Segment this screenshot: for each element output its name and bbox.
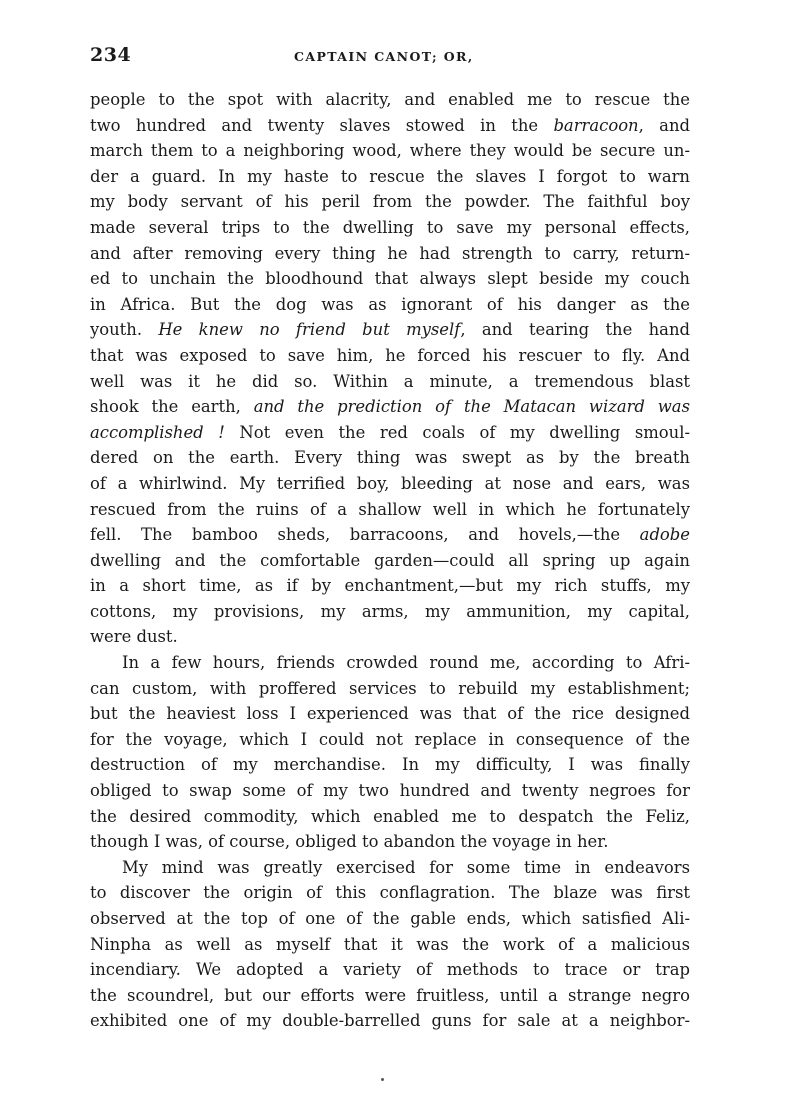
- page-header: [90, 44, 690, 74]
- text-line: [90, 880, 690, 906]
- text-run: of a whirlwind. My terrified boy, bleeding at nose and ears, was: [90, 473, 690, 493]
- text-run: der a guard. In my haste to rescue the slaves I forgot to warn: [90, 166, 690, 186]
- text-line: [90, 548, 690, 574]
- text-run: to discover the origin of this conflagration. The blaze was first: [90, 883, 690, 903]
- text-line: [90, 1008, 690, 1034]
- text-run: my body servant of his peril from the powder. The faithful boy: [90, 192, 690, 212]
- text-run: well was it he did so. Within a minute, a tremendous blast: [90, 371, 690, 391]
- text-line: [90, 727, 690, 753]
- text-run: made several trips to the dwelling to save my personal effects,: [90, 217, 690, 237]
- text-run: shook the earth,: [90, 397, 254, 417]
- text-line: [90, 522, 690, 548]
- text-run: rescued from the ruins of a shallow well in which he fortunately: [90, 499, 690, 519]
- text-run: dwelling and the comfortable garden—could all spring up again: [90, 550, 690, 570]
- text-line: [90, 87, 690, 113]
- text-run: ed to unchain the bloodhound that always slept beside my couch: [90, 269, 690, 289]
- text-run: in a short time, as if by enchantment,—but my rich stuffs, my: [90, 576, 690, 596]
- text-run: , and tearing the hand: [460, 320, 690, 340]
- text-line: [90, 394, 690, 420]
- text-run: and after removing every thing he had strength to carry, return-: [90, 243, 690, 263]
- text-line: [90, 573, 690, 599]
- printing-mark: [381, 1078, 384, 1081]
- text-line: [90, 804, 690, 830]
- text-run: two hundred and twenty slaves stowed in the: [90, 115, 554, 135]
- text-run: the desired commodity, which enabled me to despatch the Feliz,: [90, 806, 690, 826]
- text-run: destruction of my merchandise. In my difficulty, I was finally: [90, 755, 690, 775]
- text-run: were dust.: [90, 627, 178, 647]
- text-line: [90, 599, 690, 625]
- text-line: [90, 932, 690, 958]
- text-run: cottons, my provisions, my arms, my ammunition, my capital,: [90, 601, 690, 621]
- text-line: [90, 676, 690, 702]
- text-line: [90, 189, 690, 215]
- text-run: fell. The bamboo sheds, barracoons, and hovels,—the: [90, 525, 640, 545]
- text-line: [90, 113, 690, 139]
- text-run: exhibited one of my double-barrelled guns for sale at a neighbor-: [90, 1011, 690, 1031]
- text-run: march them to a neighboring wood, where they would be secure un-: [90, 141, 690, 161]
- text-line: [90, 241, 690, 267]
- text-run: can custom, with proffered services to rebuild my establishment;: [90, 678, 690, 698]
- italic-text: He knew no friend but myself: [158, 320, 461, 340]
- text-run: dered on the earth. Every thing was swept as by the breath: [90, 448, 690, 468]
- text-run: obliged to swap some of my two hundred and twenty negroes for: [90, 781, 690, 801]
- text-line: [90, 420, 690, 446]
- text-line: [90, 343, 690, 369]
- text-run: My mind was greatly exercised for some time in endeavors: [122, 857, 690, 877]
- text-line: [90, 906, 690, 932]
- page-number: 234: [90, 44, 132, 66]
- text-line: [90, 164, 690, 190]
- text-run: In a few hours, friends crowded round me, according to Afri-: [122, 653, 690, 673]
- text-line: [90, 497, 690, 523]
- italic-text: accomplished !: [90, 422, 225, 442]
- text-run: people to the spot with alacrity, and enabled me to rescue the: [90, 90, 690, 109]
- text-line: [90, 829, 690, 855]
- text-line: [90, 471, 690, 497]
- text-run: that was exposed to save him, he forced his rescuer to fly. And: [90, 345, 690, 365]
- text-line: [90, 957, 690, 983]
- text-run: though I was, of course, obliged to abandon the voyage in her.: [90, 832, 609, 852]
- italic-text: and the prediction of the Matacan wizard was: [253, 397, 690, 417]
- text-line: [90, 292, 690, 318]
- text-line: [90, 369, 690, 395]
- text-line: [90, 701, 690, 727]
- text-run: Not even the red coals of my dwelling smoul-: [224, 422, 690, 442]
- text-run: for the voyage, which I could not replace in consequence of the: [90, 729, 690, 749]
- text-run: in Africa. But the dog was as ignorant of his danger as the: [90, 294, 690, 314]
- text-run: but the heaviest loss I experienced was that of the rice designed: [90, 704, 690, 724]
- text-line: [90, 752, 690, 778]
- italic-text: adobe: [639, 525, 690, 545]
- text-line: [90, 138, 690, 164]
- text-line: [90, 266, 690, 292]
- text-run: , and: [638, 115, 690, 135]
- text-line: [90, 215, 690, 241]
- text-line: [90, 778, 690, 804]
- text-line: [90, 445, 690, 471]
- text-line: [90, 983, 690, 1009]
- text-line: [90, 624, 690, 650]
- text-run: youth.: [90, 320, 159, 340]
- text-run: observed at the top of one of the gable ends, which satisfied Ali-: [90, 909, 690, 928]
- italic-text: barracoon: [553, 115, 639, 135]
- running-title: CAPTAIN CANOT; OR,: [294, 49, 474, 64]
- body-text: [90, 87, 690, 1034]
- text-run: the scoundrel, but our efforts were fruitless, until a strange negro: [90, 985, 690, 1005]
- text-run: Ninpha as well as myself that it was the work of a malicious: [90, 934, 690, 954]
- text-line: [90, 650, 690, 676]
- text-line: [90, 855, 690, 881]
- text-line: [90, 317, 690, 343]
- text-run: incendiary. We adopted a variety of methods to trace or trap: [90, 960, 690, 980]
